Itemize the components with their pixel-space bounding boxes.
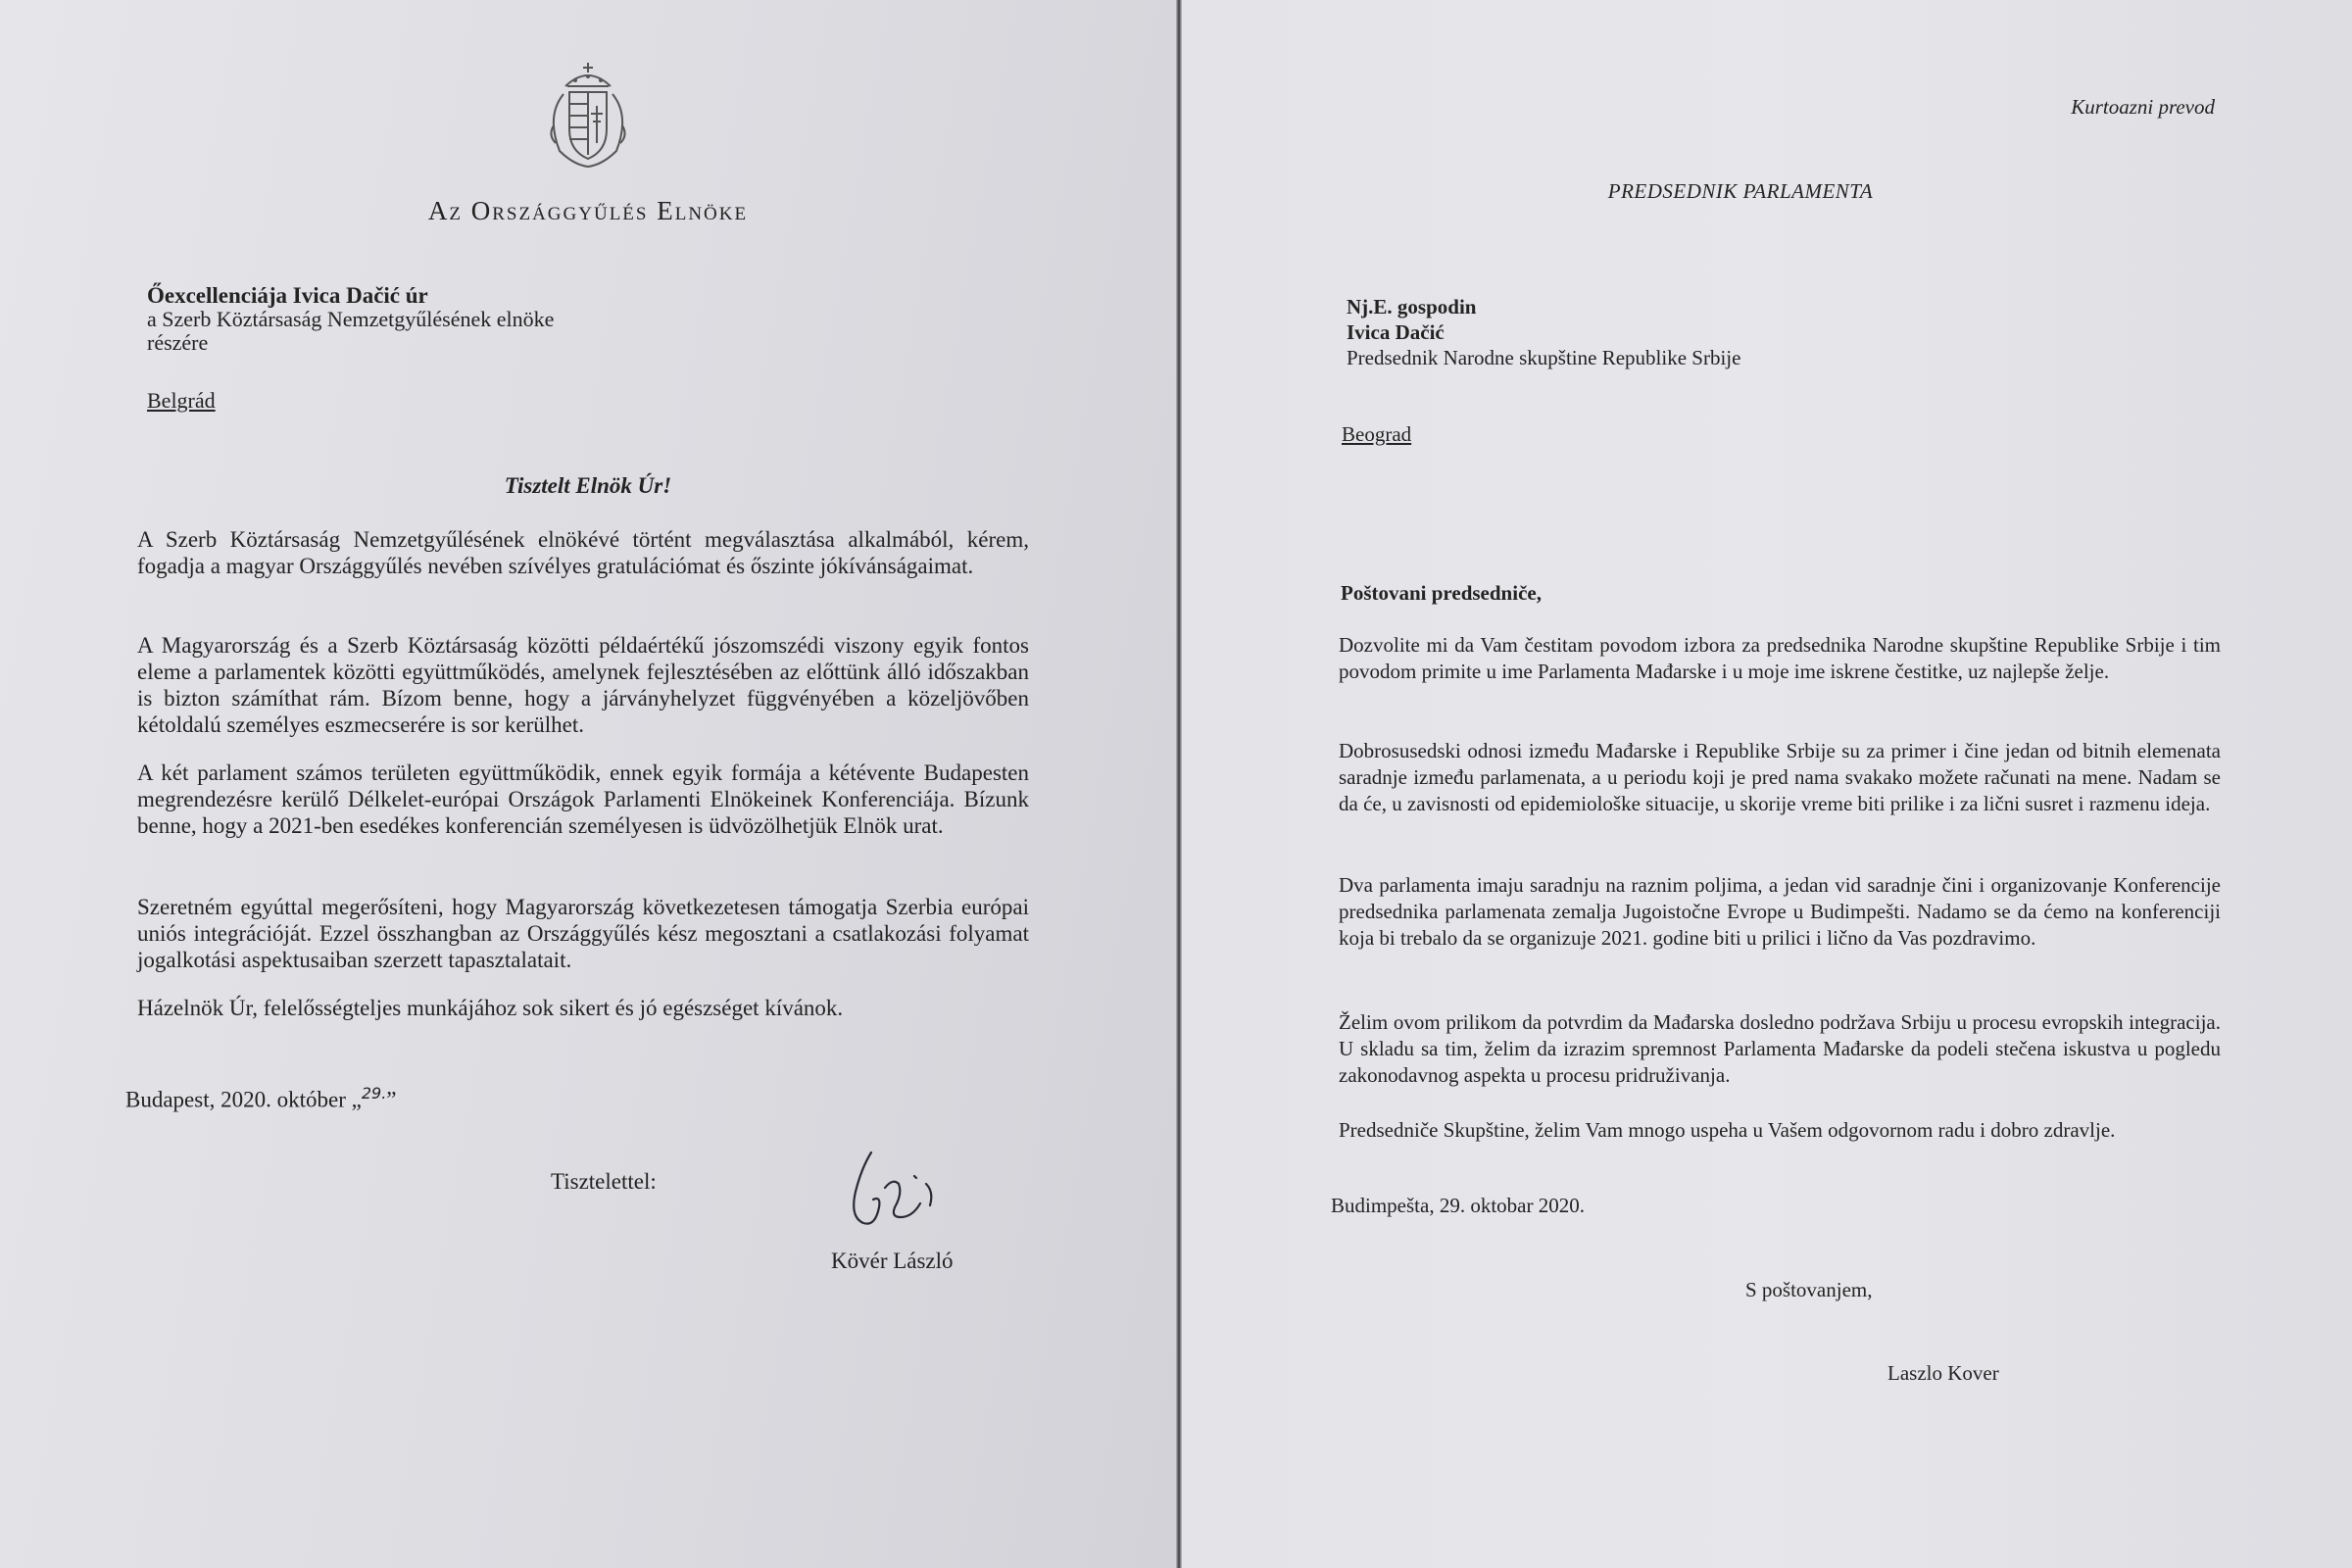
translation-label: Kurtoazni prevod [2071,95,2215,119]
right-closing: S poštovanjem, [1745,1278,1873,1301]
right-recipient-name: Ivica Dačić [1347,320,1445,344]
left-paragraph: A két parlament számos területen együttműködik, ennek egyik formája a kétévente Budapesten megrendezésre kerülő Délkelet-európai Országok Parlamenti Elnökeinek Konferenciája. Bízunk benne, hogy a 2021-ben esedékes konferencián személyesen is üdvözölhetjük Elnök urat. [137,760,1029,838]
left-date-line [125,1084,397,1113]
serbian-translation-page [1182,0,2352,1568]
left-recipient-name: Őexcellenciája Ivica Dačić úr [147,283,428,308]
right-date-line: Budimpešta, 29. oktobar 2020. [1331,1194,1585,1217]
left-recipient-suffix: részére [147,330,209,355]
left-recipient-title: a Szerb Köztársaság Nemzetgyűlésének elnöke [147,307,555,331]
left-paragraph: Házelnök Úr, felelősségteljes munkájához sok sikert és jó egészséget kívánok. [137,996,844,1020]
left-recipient-block [147,284,833,355]
right-recipient-honorific: Nj.E. gospodin [1347,295,1477,318]
right-paragraph: Predsedniče Skupštine, želim Vam mnogo uspeha u Vašem odgovornom radu i dobro zdravlje. [1339,1118,2116,1142]
left-paragraph: A Szerb Köztársaság Nemzetgyűlésének elnökévé történt megválasztása alkalmából, kérem, fogadja a magyar Országgyűlés nevében szívélyes gratulációmat és őszinte jókívánságaimat. [137,527,1029,578]
hungarian-coat-of-arms-icon [534,57,642,172]
right-paragraph: Dobrosusedski odnosi između Mađarske i Republike Srbije su za primer i čine jedan od bitnih elemenata saradnje između parlamenata, a u periodu koji je pred nama svakako možete računati na mene. Nadam se da će, u zavisnosti od epidemiološke situacije, u skorije vreme biti prilike i za lični susret i razmenu ideja. [1339,739,2221,815]
right-signer-name: Laszlo Kover [1887,1361,1999,1385]
left-closing: Tisztelettel: [551,1169,657,1194]
left-date-day: 29. [361,1084,387,1102]
left-letter-heading: Az Országgyűlés Elnöke [427,196,749,225]
left-salutation: Tisztelt Elnök Úr! [504,473,672,498]
left-paragraph: A Magyarország és a Szerb Köztársaság közötti példaértékű jószomszédi viszony egyik fontos eleme a parlamentek közötti együttműködés, amelynek fejlesztésében az előttünk álló időszakban is bizton számíthat rám. Bízom benne, hogy a járványhelyzet függvényében a közeljövőben kétoldalú személyes eszmecserére is sor kerülhet. [137,633,1029,737]
left-recipient-city: Belgrád [147,388,216,413]
left-signer-name: Kövér László [831,1249,954,1273]
right-salutation: Poštovani predsedniče, [1341,581,1542,605]
right-recipient-block [1347,294,2033,370]
left-paragraph: Szeretném egyúttal megerősíteni, hogy Magyarország következetesen támogatja Szerbia európai uniós integrációját. Ezzel összhangban az Országgyűlés kész megosztani a csatlakozási folyamat jogalkotási aspektusaiban szerzett tapasztalatait. [137,895,1029,972]
left-date-suffix: ” [386,1087,397,1112]
right-letter-heading: PREDSEDNIK PARLAMENTA [1607,179,1874,203]
left-date-prefix: Budapest, 2020. október „ [125,1087,362,1112]
handwritten-signature-icon [838,1149,946,1237]
right-paragraph: Želim ovom prilikom da potvrdim da Mađarska dosledno podržava Srbiju u procesu evropskih integracija. U skladu sa tim, želim da izrazim spremnost Parlamenta Mađarske da podeli stečena iskustva u pogledu zakonodavnog aspekta u procesu pridruživanja. [1339,1010,2221,1087]
right-recipient-title: Predsednik Narodne skupštine Republike Srbije [1347,346,1741,369]
right-paragraph: Dva parlamenta imaju saradnju na raznim poljima, a jedan vid saradnje čini i organizovanje Konferencije predsednika parlamenata zemalja Jugoistočne Evrope u Budimpešti. Nadamo se da ćemo na konferenciji koja bi trebalo da se organizuje 2021. godine biti u prilici i lično da Vas pozdravimo. [1339,873,2221,950]
right-recipient-city: Beograd [1342,422,1412,446]
right-paragraph: Dozvolite mi da Vam čestitam povodom izbora za predsednika Narodne skupštine Republike Srbije i tim povodom primite u ime Parlamenta Mađarske i u moje ime iskrene čestitke, uz najlepše želje. [1339,633,2221,683]
